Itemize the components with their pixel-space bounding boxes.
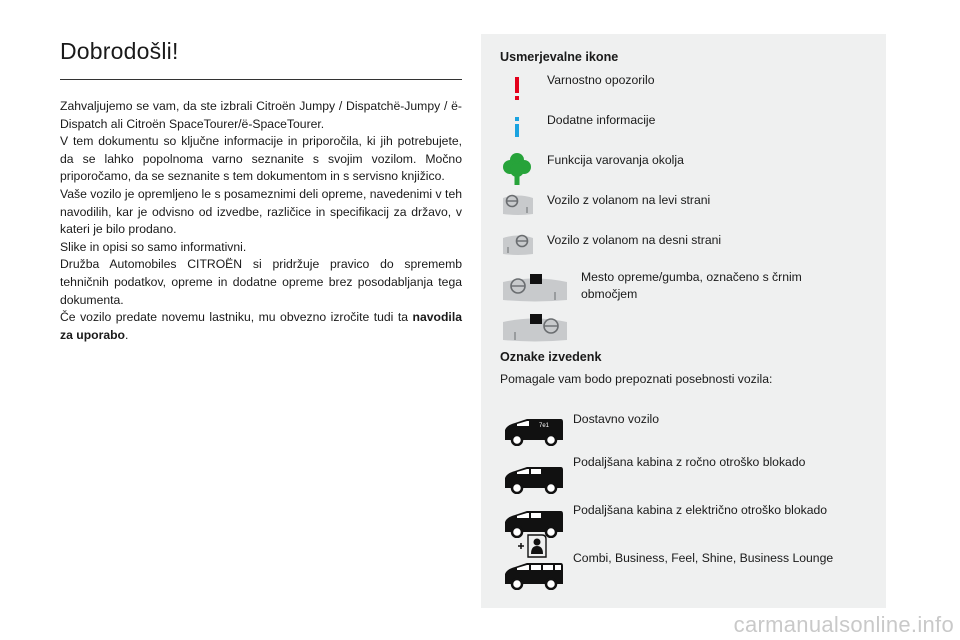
intro-paragraph: Vaše vozilo je opremljeno le s posameznimi deli opreme, navedenimi v teh navodilih, kar je odvisno od izvedbe, različice in specifikacij za državo, v kateri je bilo prodano.	[60, 186, 462, 237]
last-paragraph-text: Če vozilo predate novemu lastniku, mu obvezno izročite tudi ta	[60, 310, 413, 325]
watermark: carmanualsonline.info	[733, 612, 954, 637]
crew-cab-icon	[503, 464, 565, 499]
page-title: Dobrodošli!	[60, 38, 179, 64]
intro-paragraph: Slike in opisi so samo informativni.	[60, 239, 247, 254]
section-title-icons: Usmerjevalne ikone	[500, 50, 619, 64]
legend-panel	[481, 34, 886, 608]
child-lock-icon	[517, 534, 549, 563]
exclamation-icon	[511, 76, 523, 107]
title-divider	[60, 79, 462, 80]
van-icon	[503, 416, 565, 451]
icon-label: Varnostno opozorilo	[547, 73, 655, 87]
intro-paragraph: V tem dokumentu so ključne informacije in priporočila, ki jih potrebujete, da se lahko popolnoma varno seznanite s svojim vozilom. Močno priporočamo, da se seznanite s tem dokumentom in s servisno knjižico.	[60, 134, 462, 184]
svg-text:7e1: 7e1	[539, 423, 550, 429]
icon-label: Vozilo z volanom na desni strani	[547, 233, 722, 247]
icon-label: Vozilo z volanom na levi strani	[547, 193, 711, 207]
info-icon	[511, 116, 523, 143]
intro-column	[60, 38, 462, 344]
version-label: Podaljšana kabina z ročno otroško blokado	[573, 455, 806, 469]
icon-label: Funkcija varovanja okolja	[547, 153, 684, 167]
icon-label: Mesto opreme/gumba, označeno s črnim območjem	[581, 270, 802, 301]
left-hand-drive-icon	[501, 192, 535, 223]
section-subtitle: Pomagale vam bodo prepoznati posebnosti vozila:	[500, 372, 773, 386]
intro-paragraph: Zahvaljujemo se vam, da ste izbrali Citroën Jumpy / Dispatchë-Jumpy / ë-Dispatch ali Citroën SpaceTourer/ë-SpaceTourer.	[60, 99, 462, 131]
intro-text	[60, 98, 462, 344]
tree-icon	[503, 152, 531, 191]
minibus-icon	[503, 560, 565, 595]
version-label: Combi, Business, Feel, Shine, Business Lounge	[573, 551, 834, 565]
black-zone-icon	[501, 312, 569, 351]
black-zone-icon	[501, 272, 569, 311]
right-hand-drive-icon	[501, 232, 535, 263]
intro-paragraph-last	[60, 309, 462, 344]
icon-label: Dodatne informacije	[547, 113, 656, 127]
intro-paragraph: Družba Automobiles CITROËN si pridržuje pravico do sprememb tehničnih podatkov, opreme in dodatne opreme brez posodabljanja tega dokumenta.	[60, 257, 462, 307]
section-title-versions: Oznake izvedenk	[500, 350, 602, 364]
last-paragraph-end: .	[125, 327, 129, 342]
version-label: Podaljšana kabina z električno otroško blokado	[573, 503, 828, 517]
version-label: Dostavno vozilo	[573, 412, 660, 426]
manual-emphasis: navodila za uporabo	[60, 310, 462, 342]
